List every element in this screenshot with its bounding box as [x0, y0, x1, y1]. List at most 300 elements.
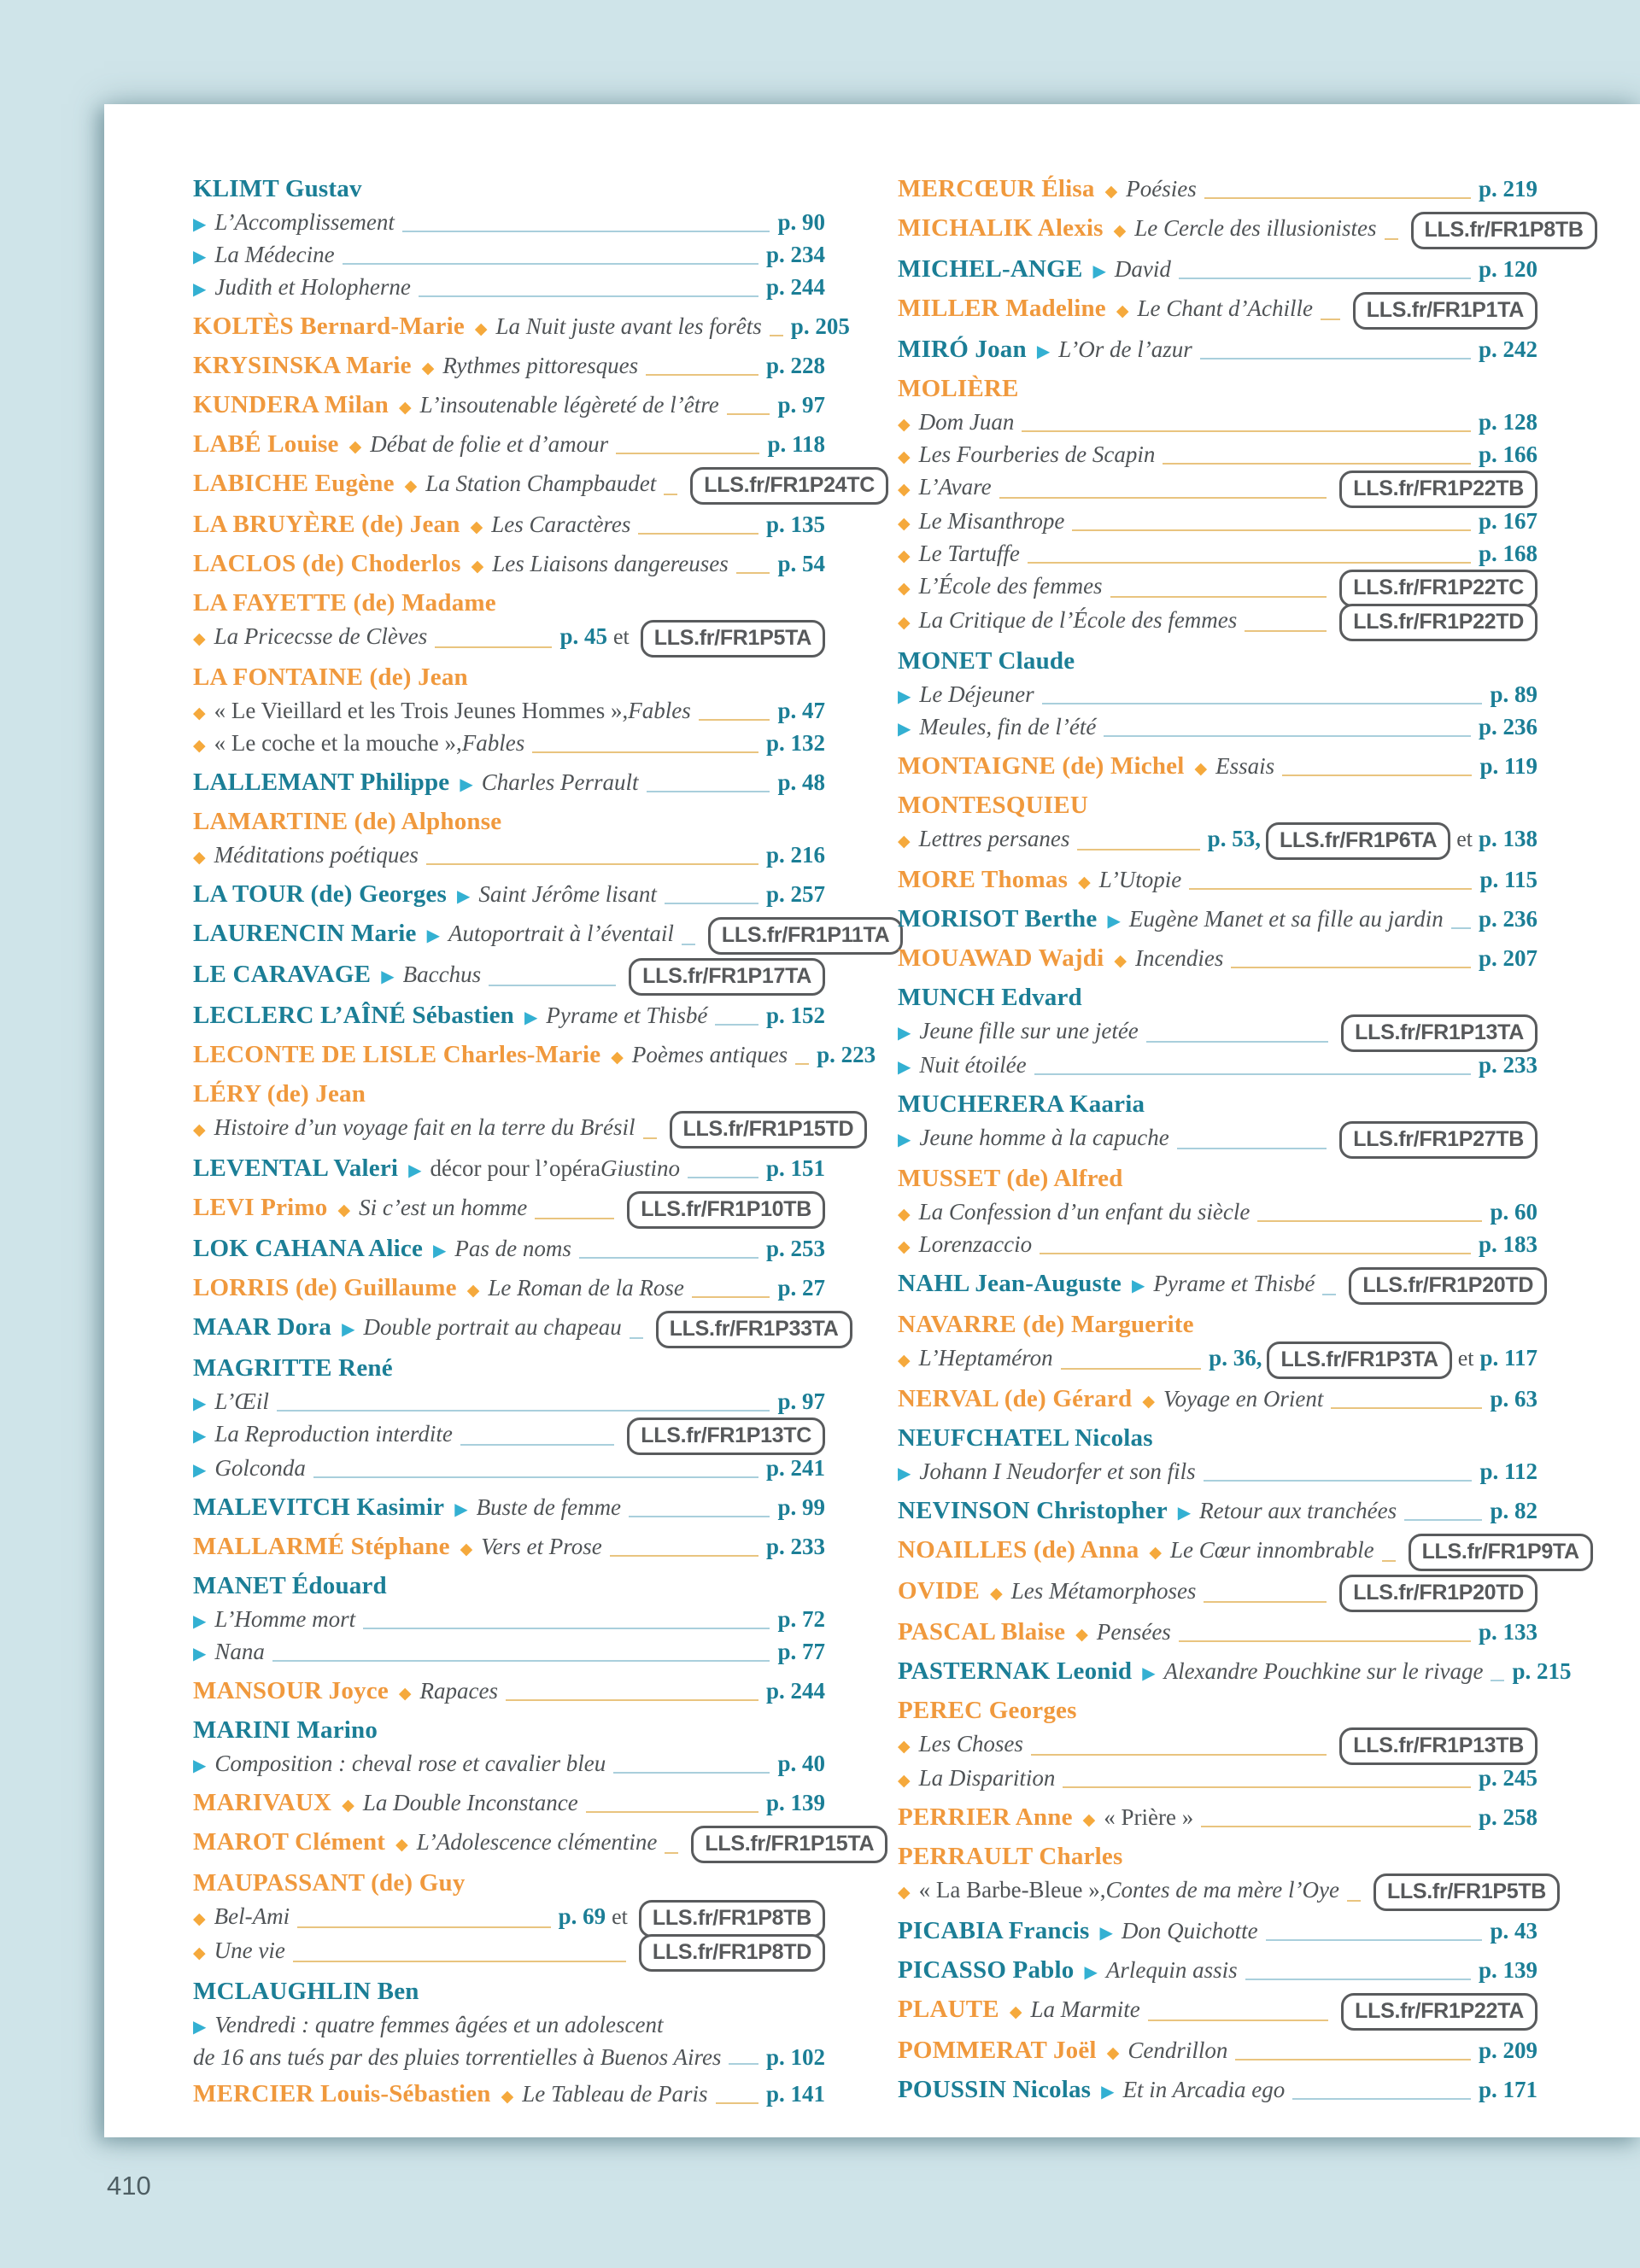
work-title: La Disparition [918, 1765, 1056, 1791]
work-title: Pyrame et Thisbé [546, 1002, 708, 1028]
author-entry [193, 919, 890, 953]
leader-line [343, 263, 758, 265]
author-name: NERVAL (de) Gérard [898, 1385, 1133, 1412]
leader-line [629, 1516, 770, 1517]
work-title: La Station Champbaudet [425, 471, 657, 496]
work-row [898, 1457, 1538, 1489]
leader-line [1189, 888, 1472, 890]
work-bullet-diamond-icon: ◆ [404, 477, 418, 495]
author-name: MOLIÈRE [898, 375, 1019, 402]
work-title: Histoire d’un voyage fait en la terre du Brésil [214, 1114, 636, 1140]
leader-line [715, 1024, 758, 1026]
work-title: Bel-Ami [214, 1903, 290, 1929]
work-title: Poèmes antiques [631, 1042, 788, 1067]
lls-code-link[interactable]: LLS.fr/FR1P9TA [1409, 1534, 1593, 1571]
work-bullet-diamond-icon: ◆ [466, 1282, 480, 1300]
leader-line [795, 1063, 809, 1065]
leader-line [1204, 1480, 1473, 1482]
leader-line [616, 453, 759, 454]
page-ref: p. 43 [1490, 1918, 1538, 1944]
work-bullet-diamond-icon: ◆ [898, 833, 911, 850]
work-bullet-diamond-icon: ◆ [898, 547, 911, 565]
author-name: POUSSIN Nicolas [898, 2076, 1092, 2103]
work-row [898, 506, 1538, 539]
lls-code-link[interactable]: LLS.fr/FR1P22TC [1339, 570, 1538, 607]
work-title: Poésies [1126, 176, 1197, 202]
work-bullet-diamond-icon: ◆ [898, 1352, 911, 1370]
work-title: Le Misanthrope [918, 508, 1065, 534]
author-name: PLAUTE [898, 1996, 999, 2023]
lls-code-link[interactable]: LLS.fr/FR1P13TC [627, 1418, 825, 1455]
page-ref: p. 45 [559, 623, 607, 649]
author-name: KOLTÈS Bernard-Marie [193, 313, 465, 340]
author-entry [193, 1788, 825, 1821]
leader-line [1034, 1073, 1471, 1075]
page-ref: p. 63 [1490, 1386, 1538, 1412]
author-name: OVIDE [898, 1577, 981, 1605]
work-row [898, 1016, 1538, 1050]
lls-code-link[interactable]: LLS.fr/FR1P24TC [690, 467, 888, 505]
work-row [193, 960, 825, 994]
work-bullet-arrow-icon: ▶ [1099, 1924, 1113, 1943]
author-heading-row [898, 983, 1538, 1016]
leader-line [1200, 358, 1471, 359]
work-title: Débat de folie et d’amour [370, 431, 609, 457]
author-heading-row [898, 646, 1538, 680]
lls-code-link[interactable]: LLS.fr/FR1P33TA [656, 1311, 852, 1348]
work-bullet-arrow-icon: ▶ [193, 1394, 207, 1413]
lls-code-link[interactable]: LLS.fr/FR1P8TD [639, 1934, 825, 1972]
author-name: MERCIER Louis-Sébastien [193, 2080, 491, 2107]
work-bullet-arrow-icon: ▶ [1092, 262, 1106, 281]
author-entry [193, 549, 825, 582]
leader-line [1028, 562, 1471, 564]
work-bullet-diamond-icon: ◆ [1009, 2003, 1022, 2021]
author-heading-row [193, 807, 825, 840]
leader-line [643, 1137, 657, 1139]
author-entry [898, 1617, 1538, 1650]
work-bullet-diamond-icon: ◆ [898, 481, 911, 499]
lls-code-link[interactable]: LLS.fr/FR1P3TA [1267, 1342, 1451, 1379]
author-entry [898, 865, 1538, 897]
author-name: MORISOT Berthe [898, 905, 1098, 932]
author-entry [193, 1716, 825, 1781]
page-ref: p. 228 [765, 353, 825, 378]
work-row [193, 1154, 825, 1186]
work-row [193, 1001, 825, 1033]
lls-code-link[interactable]: LLS.fr/FR1P5TA [641, 620, 825, 658]
page-ref: p. 167 [1478, 508, 1538, 534]
leader-line [535, 1218, 614, 1219]
author-entry [898, 1535, 1579, 1569]
author-name: NAVARRE (de) Marguerite [898, 1311, 1194, 1338]
leader-line [1404, 1519, 1482, 1521]
lls-code-link[interactable]: LLS.fr/FR1P20TD [1349, 1267, 1547, 1305]
leader-line [682, 944, 695, 945]
page-ref: p. 242 [1478, 336, 1538, 362]
leader-line [647, 791, 770, 792]
work-bullet-arrow-icon: ▶ [1036, 342, 1051, 361]
work-row [193, 1676, 825, 1709]
leader-line [664, 494, 677, 495]
leader-line [579, 1257, 758, 1259]
work-title: Golconda [214, 1455, 306, 1481]
work-title: Si c’est un homme [359, 1195, 528, 1220]
work-title: Pensées [1096, 1619, 1171, 1645]
leader-line [1179, 278, 1471, 279]
work-row [898, 1763, 1538, 1796]
page-ref: p. 258 [1478, 1804, 1538, 1830]
work-title: Nana [214, 1639, 265, 1664]
lls-code-link[interactable]: LLS.fr/FR1P27TB [1339, 1121, 1538, 1159]
lls-code-link[interactable]: LLS.fr/FR1P22TB [1339, 471, 1538, 508]
page-ref: p. 89 [1490, 681, 1538, 707]
work-bullet-arrow-icon: ▶ [456, 887, 471, 906]
ref-connector: et [612, 1904, 628, 1929]
work-bullet-arrow-icon: ▶ [1177, 1504, 1192, 1523]
leader-line [293, 1961, 626, 1962]
work-row [898, 1657, 1572, 1689]
author-entry [193, 1079, 854, 1147]
work-bullet-diamond-icon: ◆ [193, 630, 206, 648]
work-title: Jeune fille sur une jetée [919, 1018, 1139, 1043]
work-row [898, 2036, 1538, 2068]
page-ref: p. 27 [777, 1275, 825, 1301]
work-row [898, 539, 1538, 571]
work-bullet-arrow-icon: ▶ [193, 1427, 207, 1446]
work-bullet-diamond-icon: ◆ [398, 399, 412, 417]
work-title: La Médecine [214, 242, 335, 267]
work-row [193, 1788, 825, 1821]
author-name: MANSOUR Joyce [193, 1677, 389, 1704]
work-bullet-diamond-icon: ◆ [193, 849, 206, 867]
author-entry [898, 254, 1538, 287]
index-column-right [898, 174, 1584, 2114]
leader-line [729, 2063, 758, 2065]
work-bullet-arrow-icon: ▶ [460, 775, 473, 794]
page-ref: p. 120 [1478, 256, 1538, 282]
lls-code-link[interactable]: LLS.fr/FR1P22TA [1341, 1993, 1538, 2031]
leader-line [1204, 1601, 1327, 1603]
leader-line [402, 231, 770, 232]
lls-code-link[interactable]: LLS.fr/FR1P8TB [639, 1900, 825, 1938]
work-bullet-diamond-icon: ◆ [1106, 2044, 1120, 2062]
author-entry [898, 1657, 1572, 1689]
author-entry [898, 904, 1538, 937]
leader-line [699, 719, 770, 721]
leader-line [489, 985, 616, 986]
leader-line [1040, 1253, 1471, 1254]
work-row [193, 1827, 875, 1862]
work-bullet-arrow-icon: ▶ [342, 1320, 355, 1339]
work-bullet-diamond-icon: ◆ [1149, 1544, 1163, 1562]
work-title: Lorenzaccio [918, 1231, 1033, 1257]
work-bullet-arrow-icon: ▶ [193, 1461, 207, 1480]
page-number: 410 [107, 2171, 151, 2201]
work-bullet-diamond-icon: ◆ [898, 1738, 911, 1756]
book-page [104, 104, 1640, 2137]
work-title: Le Cœur innombrable [1170, 1537, 1374, 1563]
work-row [898, 335, 1538, 367]
work-title: Les Fourberies de Scapin [918, 441, 1156, 467]
author-name: MICHEL-ANGE [898, 255, 1083, 283]
work-title: La Confession d’un enfant du siècle [918, 1199, 1250, 1225]
author-entry [898, 1384, 1538, 1417]
page-ref: p. 53, [1207, 826, 1261, 851]
lls-code-link[interactable]: LLS.fr/FR1P20TD [1339, 1575, 1538, 1612]
work-title: Retour aux tranchées [1199, 1498, 1397, 1523]
work-title: « Prière » [1104, 1804, 1194, 1830]
leader-line [770, 335, 783, 336]
author-heading-row [898, 1423, 1538, 1457]
work-row [193, 1234, 825, 1266]
work-title: Incendies [1134, 945, 1224, 971]
work-bullet-arrow-icon: ▶ [381, 967, 395, 986]
author-name: LEVENTAL Valeri [193, 1154, 399, 1182]
work-title: Le Roman de la Rose [488, 1275, 684, 1301]
work-title: Cendrillon [1128, 2037, 1228, 2063]
work-row [898, 944, 1538, 976]
author-entry [898, 335, 1538, 367]
work-title: La Double Inconstance [362, 1790, 578, 1815]
author-name: MIRÓ Joan [898, 336, 1027, 363]
work-row [193, 880, 825, 912]
work-row [193, 1936, 825, 1970]
author-name: MUCHERERA Kaaria [898, 1090, 1145, 1118]
leader-line [1385, 238, 1398, 240]
work-row [898, 865, 1538, 897]
work-title: Autoportrait à l’éventail [448, 921, 674, 946]
leader-line [435, 646, 552, 648]
page-ref: p. 171 [1478, 2077, 1538, 2102]
work-title: Nuit étoilée [919, 1052, 1027, 1078]
page-ref: p. 138 [1478, 826, 1538, 851]
work-row [193, 1532, 825, 1564]
author-name: LÉRY (de) Jean [193, 1080, 366, 1108]
lls-code-link[interactable]: LLS.fr/FR1P10TB [627, 1191, 825, 1229]
leader-line [1322, 1294, 1336, 1295]
page-ref: p. 233 [765, 1534, 825, 1559]
page-ref: p. 168 [1478, 541, 1538, 566]
work-title: L’Adolescence clémentine [416, 1829, 658, 1855]
work-bullet-arrow-icon: ▶ [193, 280, 207, 299]
lls-code-link[interactable]: LLS.fr/FR1P17TA [629, 958, 825, 996]
leader-line [1110, 596, 1327, 598]
work-row [898, 1050, 1538, 1083]
lls-code-link[interactable]: LLS.fr/FR1P22TD [1339, 604, 1538, 641]
work-bullet-arrow-icon: ▶ [1101, 2083, 1115, 2101]
author-heading-row [193, 1353, 825, 1387]
leader-line [1382, 1560, 1396, 1562]
author-entry [193, 1040, 876, 1073]
work-row [193, 1040, 876, 1073]
leader-line [1179, 1640, 1471, 1642]
leader-line [1292, 2098, 1471, 2100]
work-row [193, 1902, 825, 1936]
leader-line [736, 572, 770, 574]
work-title: Méditations poétiques [214, 842, 419, 868]
author-name: MUNCH Edvard [898, 984, 1082, 1011]
author-heading-row [898, 1310, 1538, 1343]
work-row [898, 1343, 1538, 1377]
work-title: Judith et Holopherne [214, 274, 411, 300]
author-name: LECLERC L’AÎNÉ Sébastien [193, 1002, 514, 1029]
leader-line [1201, 1826, 1471, 1827]
page-ref: p. 69 [558, 1903, 606, 1929]
work-bullet-diamond-icon: ◆ [193, 1910, 206, 1928]
author-entry [193, 1234, 825, 1266]
work-row [898, 407, 1538, 440]
work-row [898, 824, 1538, 858]
page-ref: p. 236 [1478, 714, 1538, 739]
work-title: Jeune homme à la capuche [919, 1125, 1169, 1150]
work-title: Fables [628, 698, 691, 723]
author-heading-row [898, 1842, 1538, 1875]
work-row [193, 510, 825, 542]
author-entry [898, 174, 1538, 207]
author-entry [193, 1676, 825, 1709]
author-heading-row [898, 791, 1538, 824]
author-entry [898, 1164, 1538, 1262]
lls-code-link[interactable]: LLS.fr/FR1P13TA [1341, 1014, 1538, 1052]
work-bullet-diamond-icon: ◆ [193, 704, 206, 722]
lls-code-link[interactable]: LLS.fr/FR1P15TA [691, 1826, 887, 1863]
author-heading-row [898, 374, 1538, 407]
leader-line [1451, 927, 1471, 929]
work-row [898, 1230, 1538, 1262]
work-title: de 16 ans tués par des pluies torrentielles à Buenos Aires [193, 2044, 722, 2070]
lls-code-link[interactable]: LLS.fr/FR1P6TA [1266, 822, 1450, 860]
page-ref: p. 72 [777, 1606, 825, 1632]
lls-code-link[interactable]: LLS.fr/FR1P15TD [670, 1111, 868, 1149]
work-row [193, 1113, 854, 1147]
author-entry [193, 1312, 839, 1347]
work-bullet-diamond-icon: ◆ [474, 320, 488, 338]
author-entry [193, 960, 825, 994]
page-ref: p. 141 [765, 2081, 825, 2107]
page-ref: p. 132 [765, 730, 825, 756]
author-name: PICABIA Francis [898, 1917, 1090, 1944]
leader-line [419, 295, 758, 297]
work-title: Essais [1215, 753, 1275, 779]
page-ref: p. 205 [790, 313, 850, 339]
work-bullet-arrow-icon: ▶ [193, 1645, 207, 1663]
ref-connector: et [1456, 827, 1473, 851]
work-title: L’insoutenable légèreté de l’être [419, 392, 719, 418]
work-row [193, 1419, 825, 1453]
author-entry [193, 1827, 875, 1862]
work-title: La Pricecsse de Clèves [214, 623, 428, 649]
page-ref: p. 60 [1490, 1199, 1538, 1225]
work-row [193, 1193, 825, 1227]
work-title: Pas de noms [454, 1236, 571, 1261]
work-title: Arlequin assis [1105, 1957, 1238, 1983]
page-ref: p. 244 [765, 1678, 825, 1704]
page-ref: p. 139 [1478, 1957, 1538, 1983]
work-title: Don Quichotte [1121, 1918, 1258, 1944]
author-entry [898, 944, 1538, 976]
lls-code-link[interactable]: LLS.fr/FR1P13TB [1339, 1727, 1538, 1765]
leader-line [1031, 1754, 1327, 1756]
work-title: L’Avare [918, 474, 992, 500]
author-heading-row [898, 1164, 1538, 1197]
work-title: L’Utopie [1098, 867, 1182, 892]
author-name: NOAILLES (de) Anna [898, 1536, 1139, 1564]
leader-line [1231, 967, 1471, 968]
work-row [898, 1617, 1538, 1650]
work-row [193, 1749, 825, 1781]
author-heading-row [193, 1868, 825, 1902]
author-entry [193, 1353, 825, 1486]
lls-code-link[interactable]: LLS.fr/FR1P1TA [1353, 292, 1538, 330]
author-entry [898, 213, 1584, 248]
leader-line [1148, 2020, 1328, 2021]
author-entry [193, 1532, 825, 1564]
page-ref: p. 48 [777, 769, 825, 795]
author-entry [193, 312, 850, 344]
page-ref: p. 152 [765, 1002, 825, 1028]
author-heading-row [898, 1696, 1538, 1729]
leader-line [716, 2102, 758, 2104]
author-name: KLIMT Gustav [193, 175, 362, 202]
work-bullet-diamond-icon: ◆ [1194, 760, 1208, 778]
page-ref: p. 253 [765, 1236, 825, 1261]
work-row [898, 1576, 1538, 1610]
work-row [193, 2010, 825, 2043]
work-title: L’Or de l’azur [1058, 336, 1192, 362]
author-entry [898, 751, 1538, 784]
page-ref: p. 233 [1478, 1052, 1538, 1078]
page-ref: p. 77 [777, 1639, 825, 1664]
lls-code-link[interactable]: LLS.fr/FR1P5TB [1374, 1873, 1560, 1911]
author-name: LAURENCIN Marie [193, 920, 417, 947]
author-entry [193, 390, 825, 423]
author-entry [193, 1977, 825, 2072]
work-title: Pyrame et Thisbé [1153, 1271, 1315, 1296]
work-bullet-diamond-icon: ◆ [421, 359, 435, 377]
work-title: Composition : cheval rose et cavalier bleu [214, 1751, 606, 1776]
author-name: MAAR Dora [193, 1313, 332, 1341]
work-bullet-arrow-icon: ▶ [193, 248, 207, 266]
leader-line [1163, 463, 1471, 465]
author-name: LABICHE Eugène [193, 470, 395, 497]
leader-line [1104, 735, 1471, 737]
lls-code-link[interactable]: LLS.fr/FR1P11TA [708, 917, 903, 955]
leader-line [1204, 197, 1471, 199]
work-bullet-diamond-icon: ◆ [1142, 1393, 1155, 1411]
author-entry [898, 1916, 1538, 1949]
work-title: Les Choses [918, 1731, 1023, 1757]
author-entry [898, 1269, 1538, 1303]
leader-line [665, 1852, 678, 1854]
work-title: décor pour l’opéra [430, 1155, 600, 1181]
leader-line [1245, 1979, 1471, 1980]
work-title: L’Œil [214, 1388, 269, 1414]
page-ref: p. 166 [1478, 441, 1538, 467]
author-entry [193, 1493, 825, 1525]
page-ref: p. 219 [1478, 176, 1538, 202]
author-entry [193, 430, 825, 462]
work-bullet-diamond-icon: ◆ [611, 1049, 624, 1067]
author-entry [193, 469, 875, 503]
lls-code-link[interactable]: LLS.fr/FR1P8TB [1411, 212, 1597, 249]
work-row [193, 1273, 825, 1306]
author-entry [898, 1090, 1538, 1157]
work-bullet-arrow-icon: ▶ [524, 1008, 538, 1027]
page-ref: p. 133 [1478, 1619, 1538, 1645]
work-title: Voyage en Orient [1163, 1386, 1324, 1412]
work-title: Buste de femme [476, 1494, 622, 1520]
